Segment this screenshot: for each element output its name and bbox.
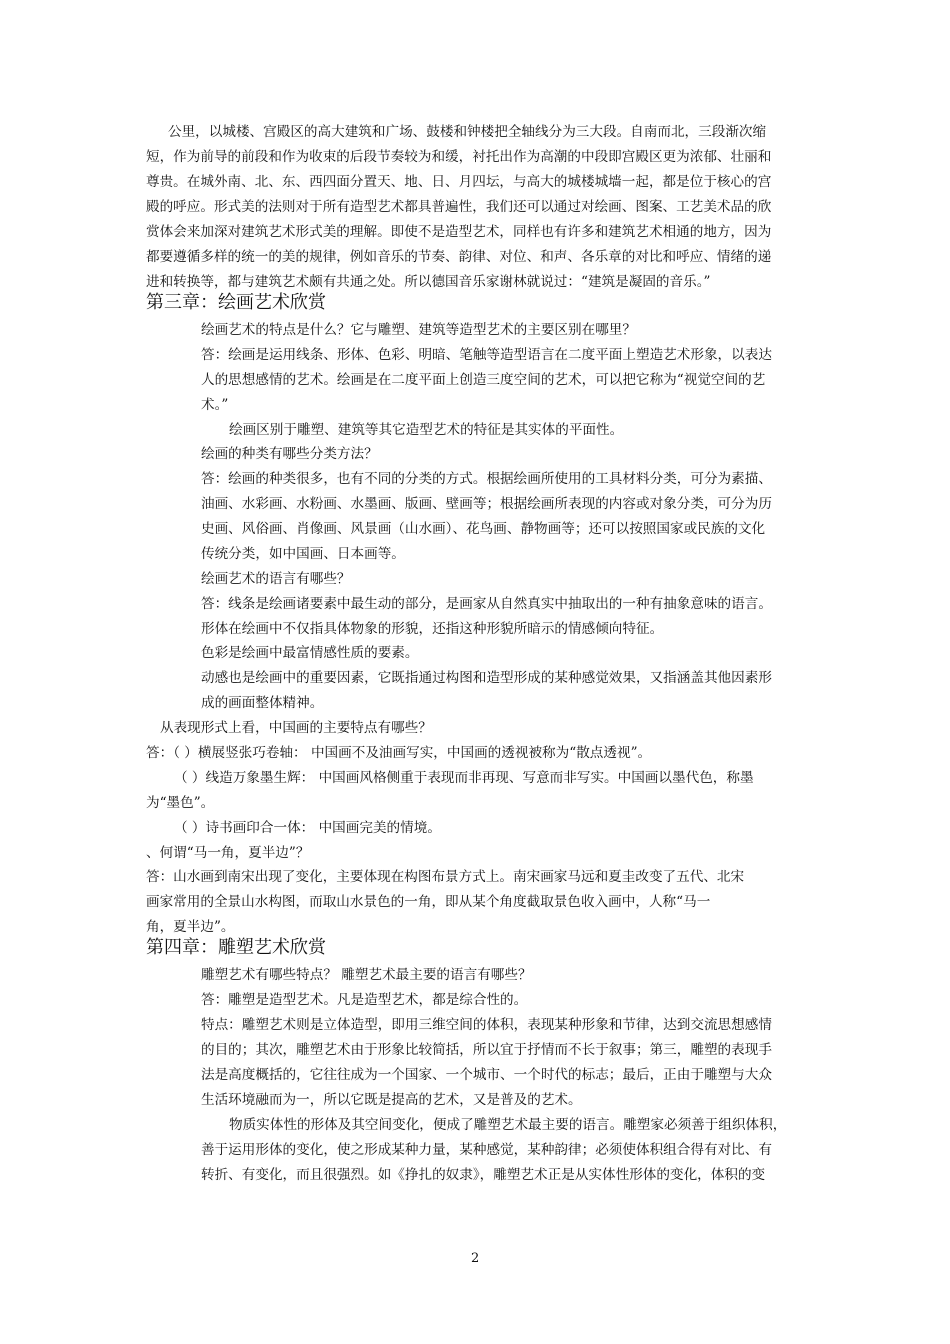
chapter-3-line: 色彩是绘画中最富情感性质的要素。	[201, 645, 419, 661]
chapter-4-line: 物质实体性的形体及其空间变化，便成了雕塑艺术最主要的语言。雕塑家必须善于组织体积，	[229, 1117, 787, 1133]
chapter-4-line: 特点：雕塑艺术则是立体造型，即用三维空间的体积，表现某种形象和节律，达到交流思想感情	[201, 1017, 772, 1033]
answer-line: 答：山水画到南宋出现了变化，主要体现在构图布景方式上。南宋画家马远和夏圭改变了五代、北宋	[146, 869, 745, 885]
intro-line: 尊贵。在城外南、北、东、西四面分置天、地、日、月四坛，与高大的城楼城墙一起，都是位于核心的宫	[146, 174, 772, 190]
chapter-3-line: 绘画艺术的特点是什么？它与雕塑、建筑等造型艺术的主要区别在哪里？	[201, 322, 636, 338]
chapter-4-line: 生活环境融而为一，所以它既是提高的艺术，又是普及的艺术。	[201, 1092, 582, 1108]
chapter-3-line: 绘画区别于雕塑、建筑等其它造型艺术的特征是其实体的平面性。	[229, 422, 624, 438]
chapter-3-line: 传统分类，如中国画、日本画等。	[201, 546, 405, 562]
answer-line: 答：（ ）横展竖张巧卷轴： 中国画不及油画写实，中国画的透视被称为“散点透视”。	[146, 745, 652, 761]
intro-line: 殿的呼应。形式美的法则对于所有造型艺术都具普遍性，我们还可以通过对绘画、图案、工艺美术品的欣	[146, 199, 772, 215]
intro-line: 赏体会来加深对建筑艺术形式美的理解。即使不是造型艺术，同样也有许多和建筑艺术相通的地方，因为	[146, 224, 772, 240]
chapter-3-line: 答：绘画的种类很多，也有不同的分类的方式。根据绘画所使用的工具材料分类，可分为素描、	[201, 471, 772, 487]
chapter-4-line: 转折、有变化，而且很强烈。如《挣扎的奴隶》，雕塑艺术正是从实体性形体的变化，体积的变	[201, 1167, 766, 1183]
chapter-3-line: 绘画的种类有哪些分类方法？	[201, 446, 378, 462]
chapter-4-line: 法是高度概括的，它往往成为一个国家、一个城市、一个时代的标志；最后，正由于雕塑与大众	[201, 1067, 772, 1083]
chapter-3-line: 形体在绘画中不仅指具体物象的形貌，还指这种形貌所暗示的情感倾向特征。	[201, 621, 664, 637]
chapter-4-title: 第四章：雕塑艺术欣赏	[146, 937, 326, 958]
answer-line: （ ）诗书画印合一体： 中国画完美的情境。	[174, 820, 441, 836]
answer-line: （ ）线造万象墨生辉： 中国画风格侧重于表现而非再现、写意而非写实。中国画以墨代色，称墨	[174, 770, 754, 786]
chapter-3-line: 油画、水彩画、水粉画、水墨画、版画、壁画等；根据绘画所表现的内容或对象分类，可分为历	[201, 496, 772, 512]
chapter-3-title: 第三章：绘画艺术欣赏	[146, 292, 326, 313]
chapter-4-line: 答：雕塑是造型艺术。凡是造型艺术，都是综合性的。	[201, 992, 528, 1008]
page-number: 2	[471, 1251, 480, 1266]
intro-line: 进和转换等，都与建筑艺术颇有共通之处。所以德国音乐家谢林就说过：“建筑是凝固的音乐。”	[146, 274, 711, 290]
chinese-painting-question: 从表现形式上看，中国画的主要特点有哪些？	[160, 720, 432, 736]
answer-line: 、何谓“马一角，夏半边”？	[146, 845, 310, 861]
chapter-3-line: 答：绘画是运用线条、形体、色彩、明暗、笔触等造型语言在二度平面上塑造艺术形象，以表达	[201, 347, 772, 363]
answer-line: 为“墨色”。	[146, 795, 215, 811]
intro-line: 短，作为前导的前段和作为收束的后段节奏较为和缓，衬托出作为高潮的中段即宫殿区更为浓郁、壮丽和	[146, 149, 772, 165]
chapter-3-line: 答：线条是绘画诸要素中最生动的部分，是画家从自然真实中抽取出的一种有抽象意味的语言。	[201, 596, 772, 612]
answer-line: 画家常用的全景山水构图，而取山水景色的一角，即从某个角度截取景色收入画中，人称“马一	[146, 894, 711, 910]
chapter-3-line: 绘画艺术的语言有哪些？	[201, 571, 351, 587]
chapter-3-line: 成的画面整体精神。	[201, 695, 324, 711]
intro-line: 都要遵循多样的统一的美的规律，例如音乐的节奏、韵律、对位、和声、各乐章的对比和呼应、情绪的递	[146, 249, 772, 265]
chapter-4-line: 的目的；其次，雕塑艺术由于形象比较简括，所以宜于抒情而不长于叙事；第三，雕塑的表现手	[201, 1042, 772, 1058]
chapter-3-line: 动感也是绘画中的重要因素，它既指通过构图和造型形成的某种感觉效果，又指涵盖其他因素形	[201, 670, 772, 686]
chapter-4-line: 善于运用形体的变化，使之形成某种力量，某种感觉，某种韵律；必须使体积组合得有对比、有	[201, 1142, 772, 1158]
chapter-3-line: 人的思想感情的艺术。绘画是在二度平面上创造三度空间的艺术，可以把它称为“视觉空间的艺	[201, 372, 766, 388]
chapter-3-line: 史画、风俗画、肖像画、风景画（山水画）、花鸟画、静物画等；还可以按照国家或民族的文化	[201, 521, 766, 537]
chapter-3-line: 术。”	[201, 397, 229, 413]
intro-line: 公里，以城楼、宫殿区的高大建筑和广场、鼓楼和钟楼把全轴线分为三大段。自南而北，三段渐次缩	[168, 124, 767, 140]
answer-line: 角，夏半边”。	[146, 919, 235, 935]
chapter-4-line: 雕塑艺术有哪些特点？ 雕塑艺术最主要的语言有哪些？	[201, 967, 532, 983]
